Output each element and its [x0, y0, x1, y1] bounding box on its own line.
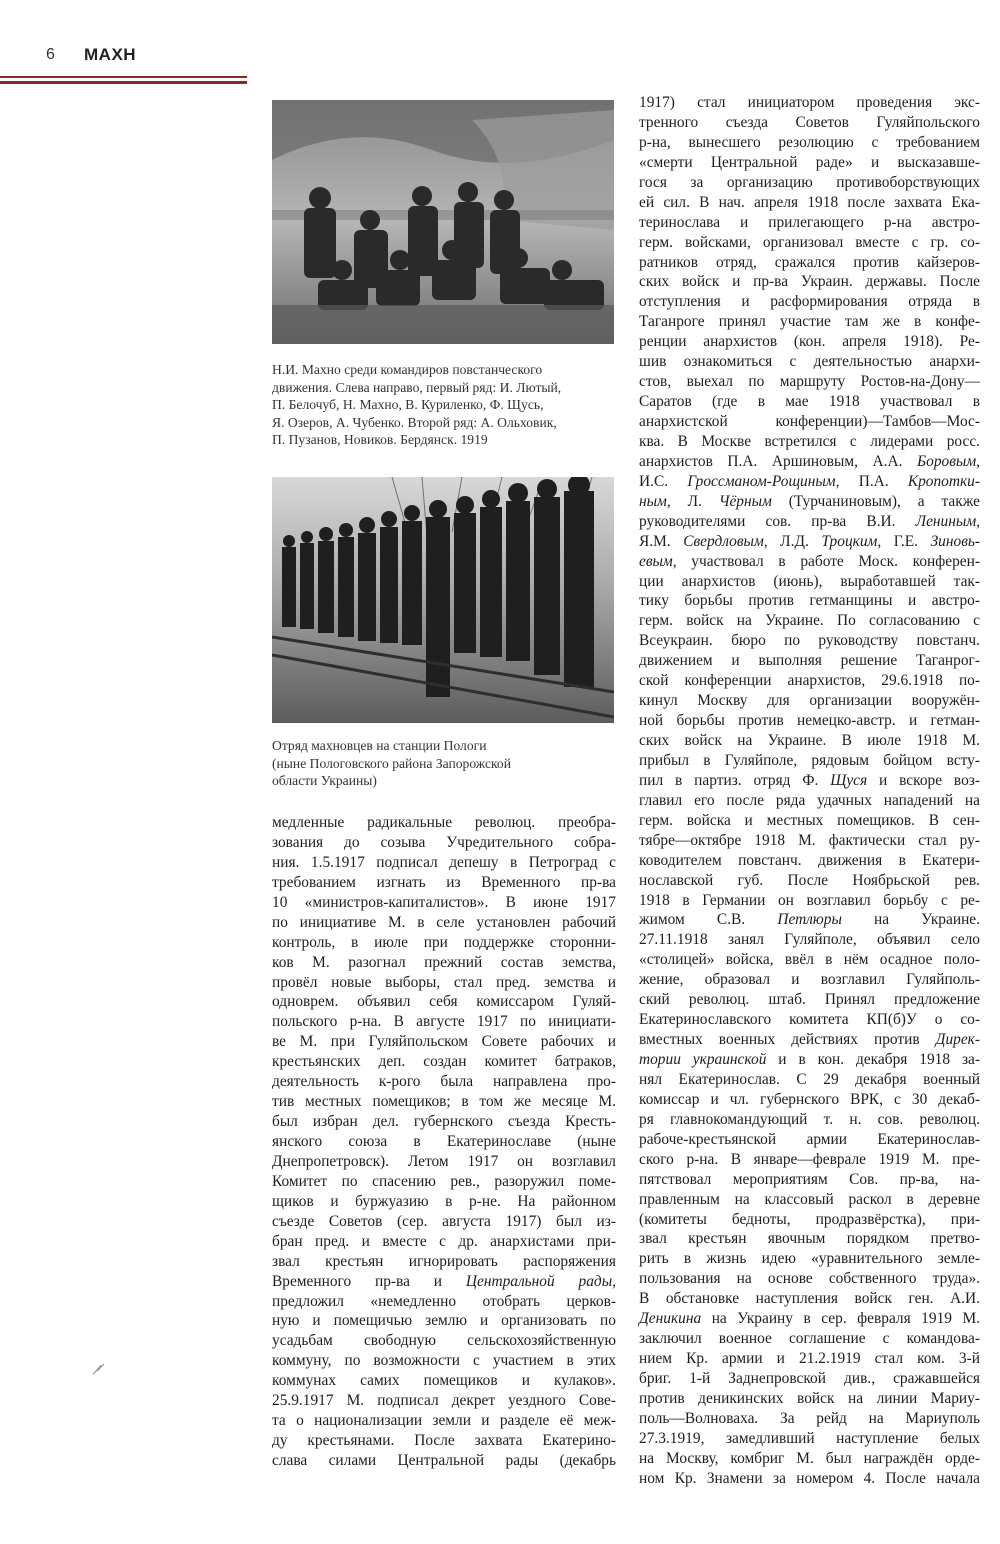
text-line: ководителем повстанч. движения в Екатери- — [639, 851, 980, 869]
text-line: бриг. 1-й Заднепровской див., сражавшейся — [639, 1370, 980, 1387]
italic-name: тории украинской — [639, 1051, 767, 1068]
pen-mark-icon — [92, 1362, 106, 1376]
text-line: съезде Советов (сер. августа 1917) был из- — [272, 1212, 616, 1230]
text-segment: на Украине. — [841, 911, 980, 929]
text-line: правленным на классовый раскол в деревне — [639, 1190, 980, 1208]
text-line: анархистской конференции)—Тамбов—Мос- — [639, 413, 980, 430]
text-line: Екатеринославского комитета КП(б)У о со- — [639, 1011, 980, 1029]
text-line: нославской губ. После Ноябрьской рев. — [639, 871, 980, 889]
text-segment: анархистов П.А. Аршиновым, А.А. — [639, 452, 918, 470]
text-line: ей сил. В нач. апреля 1918 после захвата Ека- — [639, 193, 980, 211]
text-line: одноврем. объявил себя комиссаром Гуляй- — [272, 993, 616, 1011]
text-line: 10 «министров-капиталистов». В июне 1917 — [272, 893, 616, 911]
text-line: движением и выполняя решение Таганрог- — [639, 652, 980, 670]
text-line: тив местных помещиков; в том же месяце М. — [272, 1093, 616, 1111]
text-line: Всеукраин. бюро по руководству повстанч. — [639, 632, 980, 650]
page-header — [0, 0, 1000, 90]
caption-line: П. Белочуб, Н. Махно, В. Куриленко, Ф. Щусь, — [272, 397, 544, 412]
text-line — [639, 910, 980, 930]
text-line: звал крестьян явочным порядком претво- — [639, 1230, 980, 1248]
text-line: заключил военное соглашение с командова- — [639, 1330, 980, 1348]
text-line: ских войск на Украине. В июле 1918 М. — [639, 732, 980, 749]
text-line: медленные радикальные революц. преобра- — [272, 814, 616, 831]
text-segment: вместных военных действиях против — [639, 1031, 936, 1049]
text-line — [639, 532, 980, 552]
text-segment: Л.Д. — [767, 532, 822, 550]
text-line: Днепропетровск). Летом 1917 он возглавил — [272, 1152, 616, 1170]
text-line: ду крестьянами. После захвата Екатерино- — [272, 1432, 616, 1450]
text-line: герм. войска и местных помещиков. В сен- — [639, 811, 980, 829]
text-line: по инициативе М. в селе установлен рабочий — [272, 913, 616, 931]
text-line: герм. войсками, организовал вместе с гр. со- — [639, 233, 980, 251]
text-line: нием Кр. армии и 21.2.1919 стал ком. 3-й — [639, 1350, 980, 1368]
text-line: поль—Волноваха. За рейд на Мариуполь — [639, 1409, 980, 1427]
text-line: ских войск и пр-ва Украин. державы. После — [639, 273, 980, 291]
text-line: рабоче-крестьянской армии Екатеринослав- — [639, 1130, 980, 1148]
text-line: главил его после ряда удачных нападений на — [639, 791, 980, 809]
text-segment: Временного пр-ва и — [272, 1272, 466, 1290]
text-line: ренции анархистов (кон. апреля 1918). Ре- — [639, 333, 980, 351]
text-segment: и вскоре воз- — [867, 771, 980, 789]
caption-line: Я. Озеров, А. Чубенко. Второй ряд: А. Ольховик, — [272, 414, 557, 430]
caption-line: области Украины) — [272, 773, 377, 788]
italic-name: Центральной рады, — [465, 1272, 616, 1290]
text-line: шив ознакомиться с деятельностью анархи- — [639, 353, 980, 371]
italic-name: Свердловым, — [683, 532, 768, 550]
caption-line: П. Пузанов, Новиков. Бердянск. 1919 — [272, 432, 488, 447]
text-line — [639, 1309, 980, 1329]
text-line: ве М. при Гуляйпольском Совете рабочих и — [272, 1033, 616, 1051]
italic-name: Троцким, — [821, 532, 882, 550]
text-line: теринослава и прилегающего р-на австро- — [639, 213, 980, 231]
text-line: Саратов (где в мае 1918 участвовал в — [639, 393, 980, 411]
italic-name: Щуся — [830, 771, 868, 789]
text-line — [639, 1050, 980, 1070]
text-line: рить в жизнь идею «уравнительного земле- — [639, 1250, 980, 1268]
text-line: р-на, вынесшего резолюцию с требованием — [639, 133, 980, 151]
text-segment: жимом С.В. — [639, 911, 778, 929]
text-line: нял Екатеринослав. С 29 декабря военный — [639, 1070, 980, 1088]
text-line: ря главнокомандующий т. н. сов. революц. — [639, 1110, 980, 1128]
text-line: ский революц. штаб. Принял предложение — [639, 991, 980, 1009]
text-segment: на Украину в сер. февраля 1919 М. — [701, 1310, 980, 1328]
text-line: Комитет по спасению рев., разоружил поме- — [272, 1172, 616, 1190]
text-line: деятельность к-рого была направлена про- — [272, 1073, 616, 1091]
text-line: 27.11.1918 занял Гуляйполе, объявил село — [639, 931, 980, 949]
text-line: контроль, в июле при поддержке сторонни- — [272, 933, 616, 951]
text-segment: Л. — [670, 492, 719, 510]
running-title: МАХН — [84, 45, 137, 64]
text-line: 1917) стал инициатором проведения экс- — [639, 94, 980, 111]
text-line: польского р-на. В августе 1917 по инициати- — [272, 1013, 616, 1031]
italic-name: Дирек- — [935, 1031, 980, 1049]
italic-name: Кропотки- — [907, 472, 980, 490]
text-line — [639, 472, 980, 492]
text-line: провёл новые выборы, стал пред. земства и — [272, 973, 616, 991]
text-line: тику борьбы против гетманщины и австро- — [639, 592, 980, 610]
text-line: 27.3.1919, замедливший наступление белых — [639, 1429, 980, 1447]
italic-name: Лениным, — [915, 512, 980, 530]
text-line: усадьбам свободную сельскохозяйственную — [272, 1332, 616, 1350]
text-line: гося за организацию противоборствующих — [639, 173, 980, 191]
text-line: 1918 в Германии он возглавил борьбу с ре- — [639, 891, 980, 909]
text-line: ква. В Москве встретился с лидерами росс. — [639, 432, 980, 450]
text-line: прибыл в Гуляйполе, рядовым бойцом всту- — [639, 751, 980, 769]
text-segment: и в кон. декабря 1918 за- — [766, 1051, 980, 1068]
body-text-right-column — [639, 93, 980, 1489]
text-line — [639, 1030, 980, 1050]
header-rule — [0, 76, 247, 78]
text-line — [272, 1272, 616, 1292]
text-line: стов, выехал по маршруту Ростов-на-Дону— — [639, 373, 980, 391]
italic-name: Чёрным — [718, 492, 772, 510]
text-line: на Москву, комбриг М. был награждён орде- — [639, 1449, 980, 1467]
photo-caption-commanders — [272, 361, 617, 449]
text-line: «смерти Центральной раде» и высказавше- — [639, 153, 980, 171]
photo-commanders-group — [272, 100, 614, 344]
text-segment: Я.М. — [639, 532, 684, 550]
caption-line: Отряд махновцев на станции Пологи — [272, 738, 487, 753]
text-line: ратников отряд, сражался против кайзеров- — [639, 253, 980, 271]
text-line: зования до созыва Учредительного собра- — [272, 833, 616, 851]
text-line: Таганроге принял участие там же в конфе- — [639, 313, 980, 331]
italic-name: Петлюры — [777, 911, 842, 929]
text-line: комиссар и чл. губернского ВРК, с 30 декаб- — [639, 1090, 980, 1108]
text-line: жение, образовал и возглавил Гуляйполь- — [639, 971, 980, 989]
text-line: звал крестьян игнорировать распоряжения — [272, 1252, 616, 1270]
text-line: ков М. разогнал прежний состав земства, — [272, 953, 616, 971]
text-line: ского р-на. В январе—феврале 1919 М. пре- — [639, 1150, 980, 1168]
text-line: ной борьбы против немецко-австр. и гетман- — [639, 712, 980, 730]
text-line — [639, 492, 980, 512]
text-line: тябре—октябре 1918 М. фактически стал ру- — [639, 831, 980, 849]
italic-name: Гроссманом-Рощиным, — [687, 472, 840, 490]
text-line: кинул Москву для организации вооружён- — [639, 692, 980, 710]
text-line — [639, 771, 980, 791]
italic-name: ным, — [639, 492, 671, 510]
text-line: против деникинских войск на линии Мариу- — [639, 1389, 980, 1407]
text-line: пятствовал мероприятиям Сов. пр-ва, на- — [639, 1170, 980, 1188]
text-line: предложил «немедленно отобрать церков- — [272, 1292, 616, 1310]
text-line: бран пред. и вместе с др. анархистами при- — [272, 1232, 616, 1250]
text-line: отступления и расформирования отряда в — [639, 293, 980, 311]
text-line: «столицей» войска, ввёл в нём осадное поло- — [639, 951, 980, 969]
text-segment: Г.Е. — [881, 532, 931, 550]
text-line — [639, 452, 980, 472]
caption-line: движения. Слева направо, первый ряд: И. Лютый, — [272, 379, 562, 395]
header-rule-thick — [0, 81, 247, 84]
photo-caption-detachment — [272, 737, 617, 790]
text-line: та о национализации земли и разделе её меж- — [272, 1412, 616, 1430]
text-line: ную и помещичью землю и организовать по — [272, 1312, 616, 1330]
text-segment: И.С. — [639, 472, 688, 490]
text-line: ном Кр. Знамени за номером 4. После начала — [639, 1469, 980, 1487]
text-segment: руководителями сов. пр-ва В.И. — [639, 512, 916, 530]
text-line: тренного съезда Советов Гуляйпольского — [639, 113, 980, 131]
text-line — [639, 552, 980, 572]
body-text-left-column — [272, 813, 616, 1471]
caption-line: (ныне Пологовского района Запорожской — [272, 755, 511, 771]
text-line: слава силами Центральной рады (декабрь — [272, 1452, 616, 1469]
page-number: 6 — [46, 46, 55, 63]
italic-name: Деникина — [639, 1310, 702, 1328]
text-segment: участвовал в работе Моск. конферен- — [676, 552, 980, 570]
text-line: был избран дел. губернского съезда Кресть- — [272, 1113, 616, 1131]
text-line: требованием изгнать из Временного пр-ва — [272, 873, 616, 891]
text-segment: П.А. — [839, 472, 908, 490]
text-line: коммунах самих помещиков и кулаков». — [272, 1372, 616, 1390]
text-line: крестьянских деп. создан комитет батраков, — [272, 1053, 616, 1071]
caption-line: Н.И. Махно среди командиров повстанческого — [272, 362, 543, 377]
text-line: ской конференции анархистов, 29.6.1918 по- — [639, 672, 980, 690]
photo-detachment-station — [272, 477, 614, 723]
text-segment: (Турчаниновым), а также — [771, 492, 981, 510]
text-line: В обстановке наступления войск ген. А.И. — [639, 1290, 980, 1308]
text-line — [639, 512, 980, 532]
italic-name: евым, — [639, 552, 677, 570]
text-line: ния. 1.5.1917 подписал депешу в Петроград с — [272, 853, 616, 871]
text-line: пользования на основе собственного труда». — [639, 1270, 980, 1288]
text-line: (комитеты бедноты, продразвёрстка), при- — [639, 1210, 980, 1228]
text-line: щиков и буржуазию в р-не. На районном — [272, 1192, 616, 1210]
text-line: янского союза в Екатеринославе (ныне — [272, 1133, 616, 1150]
text-line: ции анархистов (июнь), выработавшей так- — [639, 572, 980, 590]
italic-name: Боровым, — [917, 452, 980, 470]
text-line: герм. войск на Украине. По согласованию с — [639, 612, 980, 630]
italic-name: Зиновь- — [930, 532, 981, 550]
text-line: 25.9.1917 М. подписал декрет уездного Сове- — [272, 1392, 616, 1410]
text-line: коммуну, по возможности с участием в этих — [272, 1352, 616, 1370]
text-segment: пил в партиз. отряд Ф. — [639, 771, 831, 789]
